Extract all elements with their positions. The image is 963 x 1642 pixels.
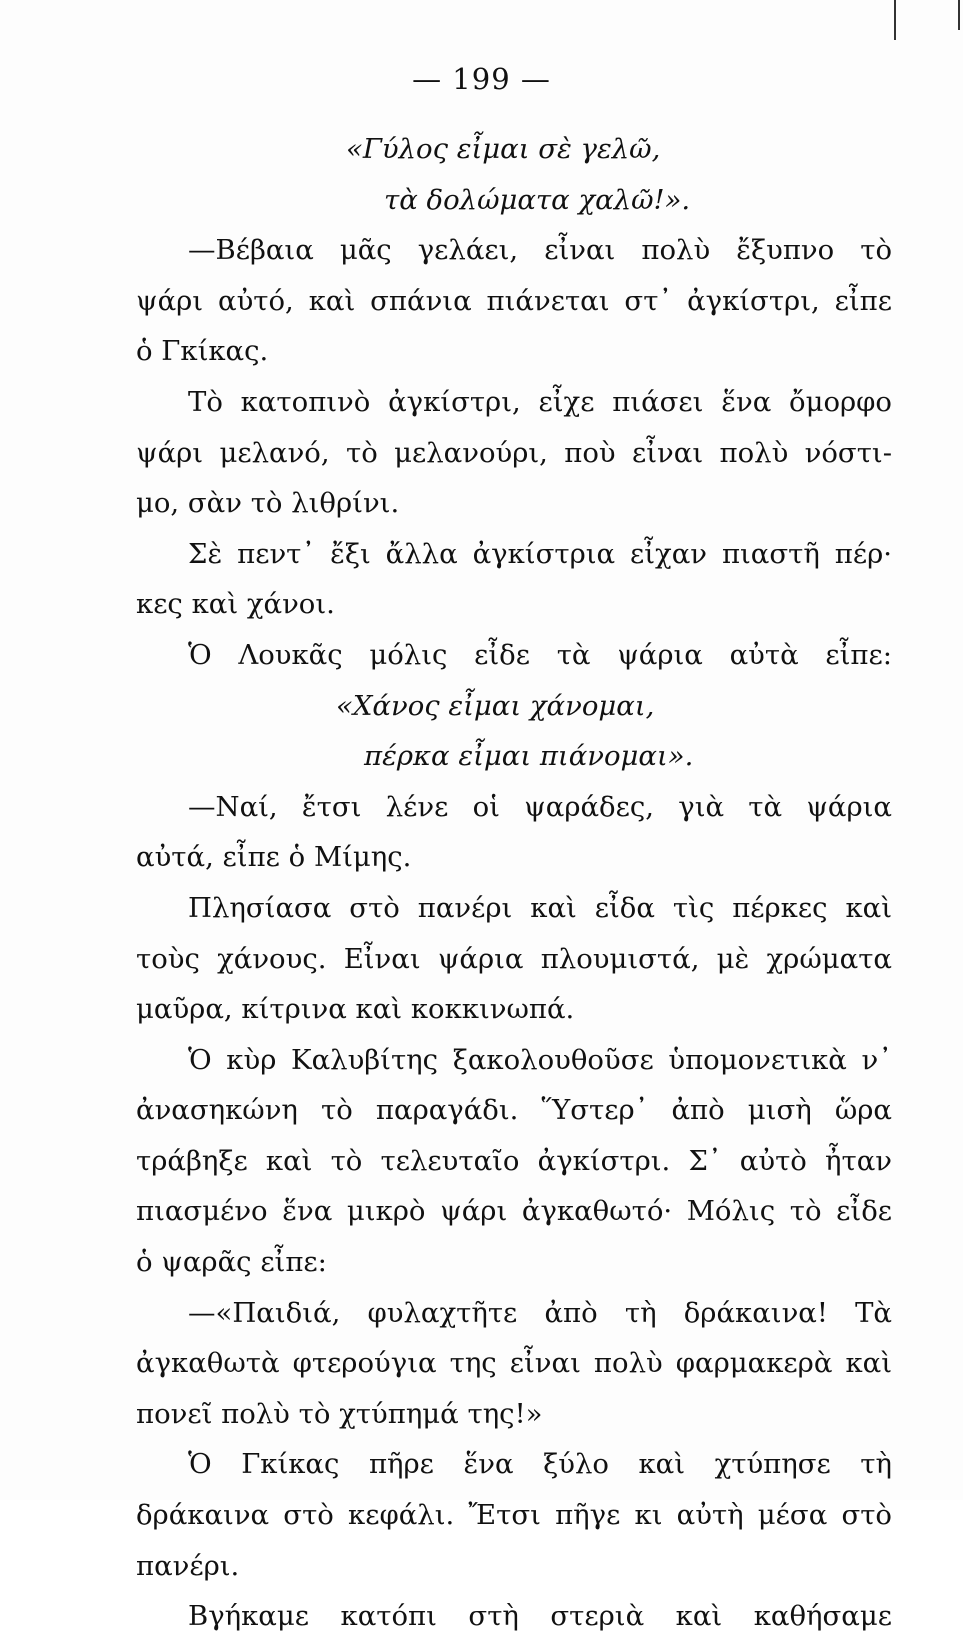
text-line: μαῦρα, κίτρινα καὶ κοκκινωπά.	[136, 993, 575, 1026]
text-line: πονεῖ πολὺ τὸ χτύπημά της!»	[136, 1397, 543, 1430]
scan-edge-mark	[958, 0, 960, 30]
verse-line: «Γύλος εἶμαι σὲ γελῶ,	[346, 133, 661, 165]
text-line: αὐτά, εἶπε ὁ Μίμης.	[136, 841, 412, 874]
text-line: Πλησίασα στὸ πανέρι καὶ εἶδα τὶς πέρκες καὶ	[188, 891, 892, 924]
text-line: δράκαινα στὸ κεφάλι. Ἔτσι πῆγε κι αὐτὴ μέσα στὸ	[136, 1499, 892, 1532]
text-line: Βγήκαμε κατόπι στὴ στεριὰ καὶ καθήσαμε	[188, 1600, 892, 1633]
text-line: Σὲ πεντ᾽ ἔξι ἄλλα ἀγκίστρια εἶχαν πιαστῆ πέρ·	[188, 537, 892, 570]
text-line: ὁ ψαρᾶς εἶπε:	[136, 1246, 327, 1279]
text-line: πιασμένο ἕνα μικρὸ ψάρι ἀγκαθωτό· Μόλις τὸ εἶδε	[136, 1195, 892, 1228]
text-line: ψάρι μελανό, τὸ μελανούρι, ποὺ εἶναι πολὺ νόστι-	[136, 436, 892, 469]
page-number: — 199 —	[412, 62, 551, 96]
text-line: τράβηξε καὶ τὸ τελευταῖο ἀγκίστρι. Σ᾽ αὐτὸ ἦταν	[136, 1144, 892, 1177]
text-line: —«Παιδιά, φυλαχτῆτε ἀπὸ τὴ δράκαινα! Τὰ	[188, 1296, 892, 1329]
text-line: ἀνασηκώνη τὸ παραγάδι. Ὕστερ᾽ ἀπὸ μισὴ ὥρα	[136, 1094, 892, 1127]
text-line: —Βέβαια μᾶς γελάει, εἶναι πολὺ ἔξυπνο τὸ	[188, 234, 892, 267]
text-line: ἀγκαθωτὰ φτερούγια της εἶναι πολὺ φαρμακερὰ καὶ	[136, 1347, 892, 1380]
text-line: πανέρι.	[136, 1549, 240, 1582]
verse-line: τὰ δολώματα χαλῶ!».	[384, 183, 691, 216]
text-line: κες καὶ χάνοι.	[136, 588, 335, 621]
text-line: Ὁ Γκίκας πῆρε ἕνα ξύλο καὶ χτύπησε τὴ	[188, 1448, 892, 1481]
scan-edge-mark	[894, 0, 896, 40]
verse-line: πέρκα εἶμαι πιάνομαι».	[364, 740, 694, 773]
text-line: ὁ Γκίκας.	[136, 335, 269, 368]
text-line: Ὁ κὺρ Καλυβίτης ξακολουθοῦσε ὑπομονετικὰ ν᾽	[188, 1043, 892, 1076]
text-line: Τὸ κατοπινὸ ἀγκίστρι, εἶχε πιάσει ἕνα ὄμορφο	[188, 385, 892, 418]
page-body	[136, 124, 892, 1642]
text-line: ψάρι αὐτό, καὶ σπάνια πιάνεται στ᾽ ἀγκίστρι, εἶπε	[136, 284, 892, 317]
verse-line: «Χάνος εἶμαι χάνομαι,	[336, 689, 655, 722]
text-line: Ὁ Λουκᾶς μόλις εἶδε τὰ ψάρια αὐτὰ εἶπε:	[188, 638, 892, 671]
text-line: —Ναί, ἔτσι λένε οἱ ψαράδες, γιὰ τὰ ψάρια	[188, 790, 892, 823]
text-line: μο, σὰν τὸ λιθρίνι.	[136, 487, 400, 520]
text-line: τοὺς χάνους. Εἶναι ψάρια πλουμιστά, μὲ χρώματα	[136, 942, 892, 975]
